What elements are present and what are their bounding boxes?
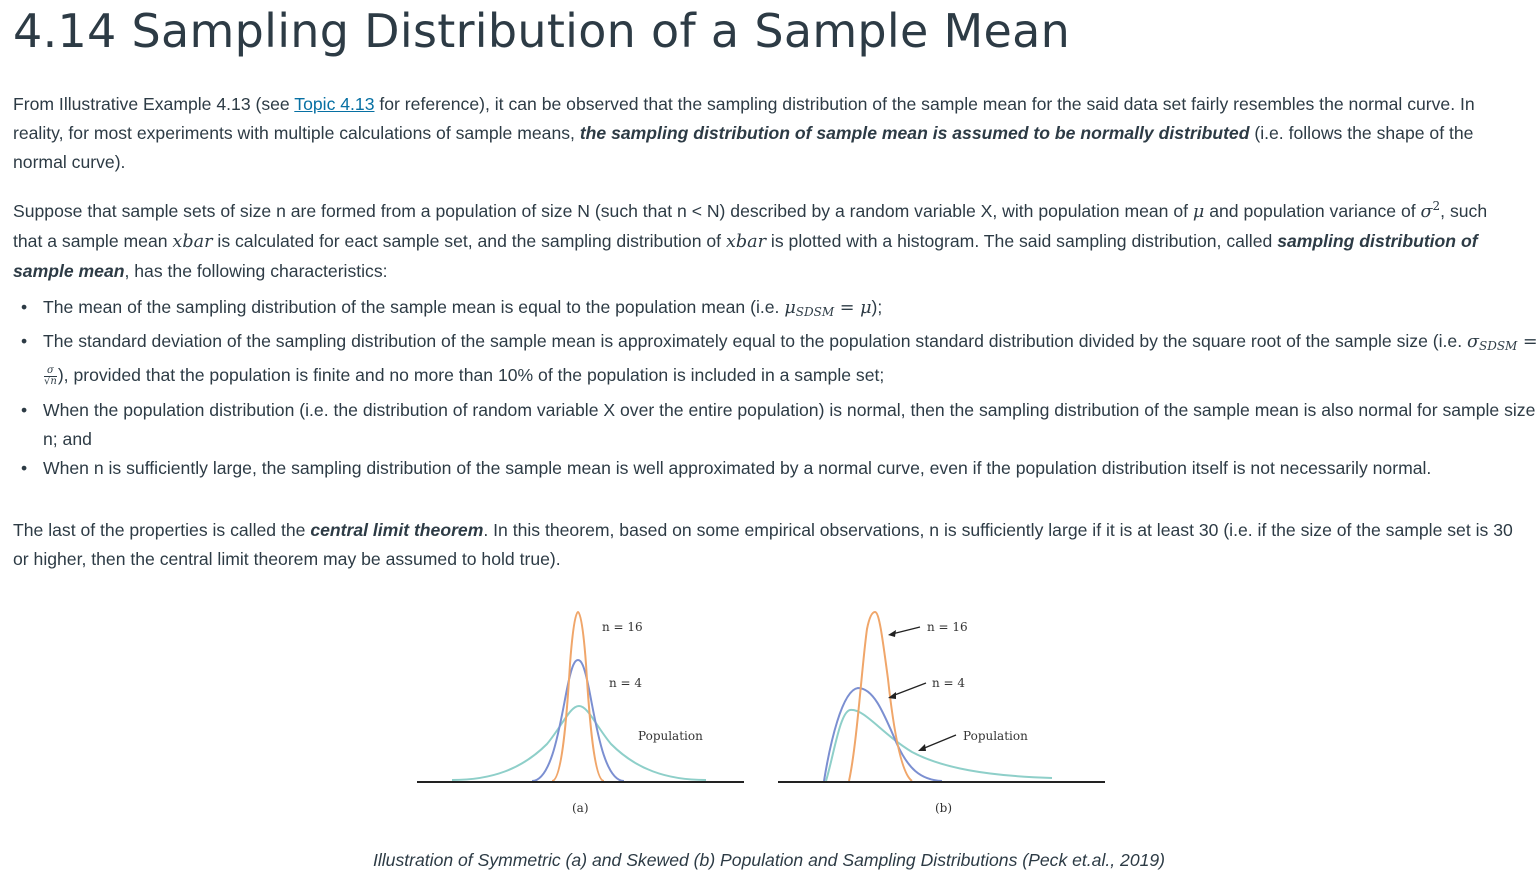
xbar-symbol: xbar <box>725 232 767 252</box>
text: is plotted with a histogram. The said sampling distribution, called <box>766 231 1278 251</box>
arrow-head-icon <box>888 630 896 637</box>
fraction <box>44 366 57 387</box>
label-population-b: Population <box>963 729 1028 743</box>
n16-curve-a <box>552 612 604 781</box>
n4-curve-b <box>824 688 942 781</box>
text: for reference), it can be observed that the sampling distribution of the sample mean for the said data set fairly resembles the normal curve. In reality, for most experiments with multiple calculations of sample means, <box>13 94 1475 143</box>
xbar-symbol: xbar <box>172 232 213 252</box>
text: and population variance of <box>1204 201 1421 221</box>
sigma-symbol: σ <box>1420 202 1433 222</box>
text: ); <box>871 297 883 317</box>
population-curve-b <box>826 710 1052 781</box>
figure-caption: Illustration of Symmetric (a) and Skewed (b) Population and Sampling Distributions (Peck et.al., 2019) <box>372 850 1166 870</box>
text: From Illustrative Example 4.13 (see <box>13 94 295 114</box>
panel-label-a: (a) <box>572 801 589 815</box>
clt-paragraph <box>13 516 1513 574</box>
list-item <box>43 327 1538 396</box>
equals-sign: = <box>834 298 861 318</box>
panel-label-b: (b) <box>935 801 953 815</box>
panel-a <box>417 612 744 815</box>
label-n4-a: n = 4 <box>609 676 643 690</box>
text: ), provided that the population is finite and no more than 10% of the population is included in a sample set; <box>57 365 885 385</box>
label-n16-a: n = 16 <box>602 620 643 634</box>
emphasis-text: sampling distribution of sample mean <box>13 231 1478 281</box>
list-item: • When the population distribution (i.e. the distribution of random variable X over the entire population) is normal, then the sampling distribution of the sample mean is also normal for sample size n; and <box>43 396 1538 454</box>
mu-symbol: μ <box>784 298 796 318</box>
fraction-numerator: σ <box>44 366 57 377</box>
text: , such that a sample mean <box>13 201 1488 251</box>
characteristics-list <box>13 293 1538 483</box>
page-title: 4.14 Sampling Distribution of a Sample Mean <box>13 4 1071 58</box>
emphasis-text: central limit theorem <box>310 520 484 540</box>
setup-paragraph <box>13 192 1513 286</box>
arrow-n4-b <box>892 683 926 696</box>
mu-symbol: μ <box>860 298 872 318</box>
list-item: • When n is sufficiently large, the sampling distribution of the sample mean is well approximated by a normal curve, even if the population distribution itself is not necessarily normal. <box>43 454 1538 483</box>
distribution-figure <box>412 604 1112 824</box>
fraction-denominator: √n <box>44 375 57 387</box>
text: (i.e. follows the shape of the normal curve). <box>13 123 1474 172</box>
arrow-population-b <box>922 735 956 749</box>
equals-sign: = <box>1517 332 1538 352</box>
label-population-a: Population <box>638 729 703 743</box>
text: is calculated for eact sample set, and the sampling distribution of <box>212 231 726 251</box>
distribution-figure-svg <box>412 604 1112 824</box>
list-item <box>43 293 1538 327</box>
text: The last of the properties is called the <box>13 520 311 540</box>
subscript: SDSM <box>795 305 835 319</box>
intro-paragraph <box>13 90 1513 177</box>
topic-4-13-link[interactable]: Topic 4.13 <box>294 94 375 114</box>
panel-b <box>778 612 1105 815</box>
text: The standard deviation of the sampling distribution of the sample mean is approximately equal to the population standard distribution divided by the square root of the sample size (i.e. <box>43 331 1467 351</box>
text: , has the following characteristics: <box>124 261 388 281</box>
arrow-n16-b <box>892 627 920 634</box>
emphasis-text: the sampling distribution of sample mean is assumed to be normally distributed <box>579 123 1250 143</box>
sigma-symbol: σ <box>1466 332 1479 352</box>
text: Suppose that sample sets of size n are formed from a population of size N (such that n < N) described by a random variable X, with population mean of <box>13 201 1193 221</box>
superscript: 2 <box>1432 199 1441 213</box>
text: . In this theorem, based on some empirical observations, n is sufficiently large if it is at least 30 (i.e. if the size of the sample set is 30 or higher, then the central limit theorem may be assumed to hold true). <box>13 520 1513 569</box>
population-curve-a <box>452 706 706 780</box>
arrow-head-icon <box>918 744 926 751</box>
label-n4-b: n = 4 <box>932 676 966 690</box>
text: The mean of the sampling distribution of the sample mean is equal to the population mean (i.e. <box>43 297 785 317</box>
label-n16-b: n = 16 <box>927 620 968 634</box>
subscript: SDSM <box>1478 339 1518 353</box>
mu-symbol: μ <box>1192 202 1205 222</box>
